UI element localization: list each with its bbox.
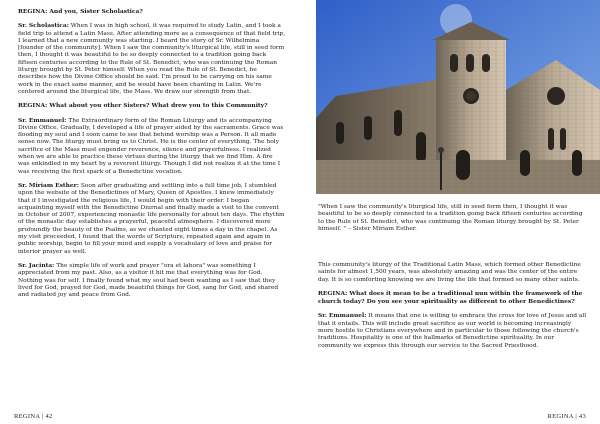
interview-question: REGINA: And you, Sister Scholastica?: [18, 8, 143, 15]
right-column-text: [318, 262, 588, 356]
abbey-church-photo: [316, 0, 600, 194]
answer-scholastica: [18, 22, 286, 96]
answer-jacinta: [18, 262, 286, 299]
answer-emmanuel: [318, 312, 588, 349]
speaker-name: Sr. Emmanuel:: [18, 116, 67, 124]
page-number-left: REGINA | 42: [14, 412, 53, 420]
answer-text: When I was in high school, it was required to study Latin, and I took a field trip to attend a Latin Mass. After attending more as a consequence of that field trip, I learned that a new community was starting. I heard the story of Sr. Wilhelmina [founder of the community]. When I saw the community's liturgical life, still in seed form then, I thought it was beautiful to be so deeply connected to a tradition going back fifteen centuries according to the Rule of St. Benedict, who was continuing the Roman liturgy brought by St. Peter himself. When you read the Rule of St. Benedict, he describes how the Divine Office should be said. I'm proud to be carrying on his same work in the exact same manner, and he would have been chanting in Latin. We're centered around the liturgical life, the Mass. We draw our strength from that.: [18, 23, 286, 95]
answer-text: The simple life of work and prayer "ora et labora" was something I appreciated from my past. Also, as a visitor it hit me that everything was for God. Nothing was for self. I finally found what my soul had been wanting as I saw that they lived for God, prayed for God, made beautiful things for God, sang for God, and shared and radiated joy and peace from God.: [18, 262, 279, 299]
photo-caption: "When I saw the community's liturgical life, still in seed form then, I thought it was beautiful to be so deeply connected to a tradition going back fifteen centuries according to the Rule of St. Benedict, who was continuing the Roman liturgy brought by St. Peter himself. " – Sister Miriam Esther.: [318, 204, 583, 232]
interview-question: REGINA: What about you other Sisters? What drew you to this Community?: [18, 102, 268, 110]
church-illustration: [316, 0, 600, 194]
answer-text: Soon after graduating and settling into a full time job, I stumbled upon the website of the Benedictines of Mary, Queen of Apostles. I knew immediately that if I investigated the religious life, I would begin with their order. I began acquainting myself with the Benedictine Diurnal and finally made a visit to the convent in October of 2007, experiencing monastic life personally for about ten days. The rhythm of the monastic day establishes a prayerful, peaceful atmosphere. I discovered more profoundly the beauty of the Psalms, as we chanted eight times a day in the chapel. As my visit proceeded, I found that the words of Scripture, repeated again and again in public worship, begin to fill your mind and supply a vocabulary of love and praise for interior prayer as well.: [18, 182, 285, 255]
speaker-name: Sr. Miriam Esther:: [18, 181, 79, 189]
answer-text: The Extraordinary form of the Roman Liturgy and its accompanying Divine Office. Gradually, I developed a life of prayer aided by the sacraments. Grace was flooding my soul and I soon came to see that behind worship was a Person. It all made sense now. The liturgy must bring us to Christ. He is the center of everything. The holy sacrifice of the Mass must engender reverence, silence and prayerfulness. I realized when we are able to practice these virtues during the liturgy that we find Him. A fire was enkindled in my heart by a reverent liturgy. Though I did not realize it at the time I was receiving the first spark of a Benedictine vocation.: [18, 117, 284, 175]
answer-text: It means that one is willing to embrace the cross for love of Jesus and all that it entails. This will include great sacrifice as our world is becoming increasingly more hostile to Christians everywhere and in particular to those following the church's traditions. Hospitality is one of the hallmarks of Benedictine spirituality. In our community we express this through our service to the Sacred Priesthood.: [318, 313, 587, 349]
interview-question: REGINA: What does it mean to be a traditional nun within the framework of the church today? Do you see your spirituality as different to other Benedictines?: [318, 289, 583, 306]
paragraph: This community's liturgy of the Traditional Latin Mass, which formed other Benedictine saints for almost 1,500 years, was absolutely amazing and was the center of the entire day. It is so comforting knowing we are living the life that formed so many other saints.: [318, 262, 581, 283]
speaker-name: Sr. Jacinta:: [18, 261, 55, 269]
page-number-right: REGINA | 43: [547, 413, 586, 420]
speaker-name: Sr. Emmanuel:: [318, 312, 367, 320]
answer-miriam-esther: [18, 182, 286, 256]
speaker-name: Sr. Scholastica:: [18, 22, 69, 30]
answer-emmanuel: [18, 117, 286, 176]
right-page: [300, 0, 600, 424]
